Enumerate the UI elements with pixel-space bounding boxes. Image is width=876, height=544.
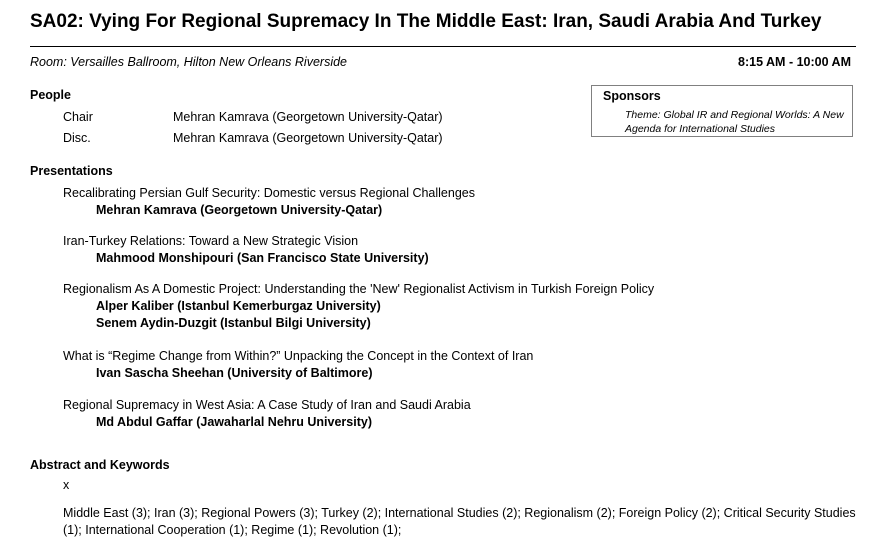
people-row-discussant	[63, 131, 443, 145]
people-role: Chair	[63, 110, 93, 124]
sponsors-box	[591, 85, 853, 137]
abstract-body: x	[63, 478, 70, 492]
session-title: SA02: Vying For Regional Supremacy In The Middle East: Iran, Saudi Arabia And Turkey	[30, 11, 822, 32]
presentation-author: Mahmood Monshipouri (San Francisco State University)	[96, 251, 429, 265]
presentation-title: Regionalism As A Domestic Project: Understanding the 'New' Regionalist Activism in Turkish Foreign Policy	[63, 282, 655, 296]
people-row-chair	[63, 110, 443, 124]
presentation-title: What is “Regime Change from Within?” Unpacking the Concept in the Context of Iran	[63, 349, 534, 363]
presentation-item	[63, 398, 471, 432]
presentation-item	[63, 282, 654, 333]
session-room: Room: Versailles Ballroom, Hilton New Orleans Riverside	[30, 55, 348, 69]
presentation-item	[63, 349, 533, 383]
people-heading: People	[30, 88, 71, 102]
presentation-title: Regional Supremacy in West Asia: A Case Study of Iran and Saudi Arabia	[63, 398, 471, 412]
sponsors-theme: Theme: Global IR and Regional Worlds: A New Agenda for International Studies	[625, 109, 844, 135]
presentation-title: Recalibrating Persian Gulf Security: Domestic versus Regional Challenges	[63, 186, 475, 200]
presentation-author: Alper Kaliber (Istanbul Kemerburgaz University)	[96, 299, 381, 313]
presentation-title: Iran-Turkey Relations: Toward a New Strategic Vision	[63, 234, 359, 248]
presentation-author: Ivan Sascha Sheehan (University of Baltimore)	[96, 366, 373, 380]
title-divider	[30, 46, 856, 47]
keywords-list: Middle East (3); Iran (3); Regional Powers (3); Turkey (2); International Studies (2); Regionalism (2); Foreign Policy (2); Critical Security Studies (1); International Cooperation (1); Regime (1); Revolution (1);	[63, 506, 856, 537]
presentation-item	[63, 234, 429, 268]
people-role: Disc.	[63, 131, 91, 145]
people-name: Mehran Kamrava (Georgetown University-Qatar)	[173, 131, 443, 145]
presentation-author: Md Abdul Gaffar (Jawaharlal Nehru University)	[96, 415, 372, 429]
abstract-heading: Abstract and Keywords	[30, 458, 170, 472]
session-time: 8:15 AM - 10:00 AM	[738, 55, 851, 69]
presentation-author: Senem Aydin-Duzgit (Istanbul Bilgi University)	[96, 316, 371, 330]
sponsors-heading: Sponsors	[603, 89, 661, 103]
presentation-author: Mehran Kamrava (Georgetown University-Qatar)	[96, 203, 383, 217]
presentation-item	[63, 186, 475, 220]
people-name: Mehran Kamrava (Georgetown University-Qatar)	[173, 110, 443, 124]
presentations-heading: Presentations	[30, 164, 113, 178]
